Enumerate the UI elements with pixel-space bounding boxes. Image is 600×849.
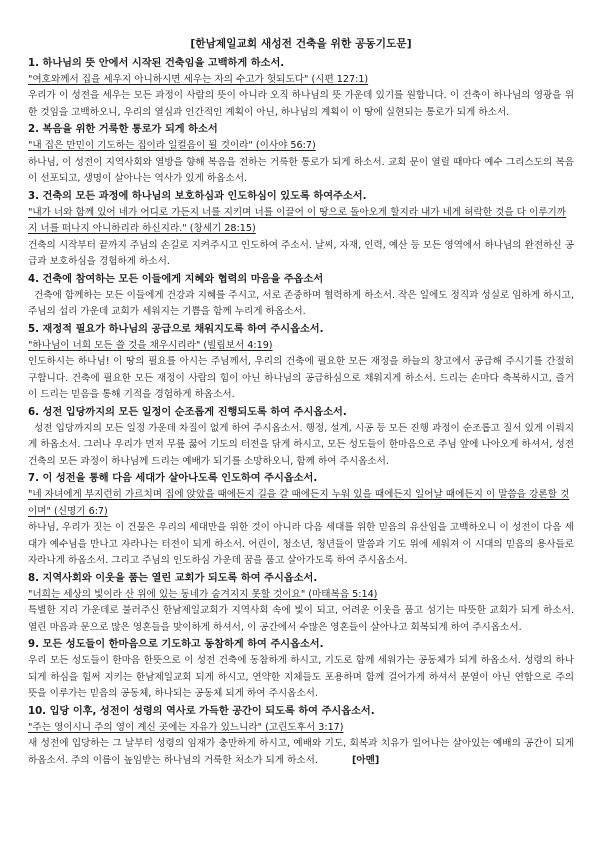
document-title: [한남제일교회 새성전 건축을 위한 공동기도문] (190, 38, 412, 50)
section-body-text: 하나님, 우리가 짓는 이 건물은 우리의 세대만을 위한 것이 아니라 다음 세대를 위한 믿음의 유산임을 고백하오니 이 성전이 다음 세대가 예수님을 만나고 자라나는 터전이 되게 하소서. 어린이, 청소년, 청년들이 말씀과 기도 위에 세워져 이 시대의 믿음의 용사들로 자라나게 하옵소서. 그리고 주님의 인도하심 가운데 꿈을 품고 살아가도록 하여 주시옵소서. (28, 522, 574, 566)
prayer-sections (28, 55, 574, 770)
section-heading: 1. 하나님의 뜻 안에서 시작된 건축임을 고백하게 하소서. (28, 57, 285, 69)
section-heading: 8. 지역사회와 이웃을 품는 열린 교회가 되도록 하여 주시옵소서. (28, 572, 318, 584)
prayer-section (28, 404, 574, 471)
section-body-text: 우리가 이 성전을 세우는 모든 과정이 사람의 뜻이 아니라 오직 하나님의 뜻 가운데 있기를 원합니다. 이 건축이 하나님의 영광을 위한 것임을 고백하오니, 우리의 열심과 인간적인 계획이 아닌, 하나님의 계획이 이 땅에 실현되는 통로가 되게 하소서. (28, 90, 574, 118)
scripture-verse: "내 집은 만민이 기도하는 집이라 일컬음이 될 것이라" (이사야 56:7) (28, 140, 316, 151)
section-heading: 2. 복음을 위한 거룩한 통로가 되게 하소서 (28, 124, 218, 135)
prayer-section (28, 470, 574, 570)
prayer-section (28, 188, 574, 271)
section-heading: 3. 건축의 모든 과정에 하나님의 보호하심과 인도하심이 있도록 하여주소서. (28, 190, 367, 202)
section-body-text: 새 성전에 입당하는 그 날부터 성령의 임재가 충만하게 하시고, 예배와 기도, 회복과 치유가 일어나는 살아있는 예배의 공간이 되게 하옵소서. 주의 이름이 높임받는 하나님의 거룩한 처소가 되게 하소서. (28, 738, 574, 766)
section-body (28, 653, 574, 703)
section-heading: 5. 재정적 필요가 하나님의 공급으로 채워지도록 하여 주시옵소서. (28, 323, 324, 335)
section-body-text: 우리 모든 성도들이 한마음 한뜻으로 이 성전 건축에 동참하게 하시고, 기도로 함께 세워가는 공동체가 되게 하옵소서. 성령의 하나 되게 하심을 힘써 지키는 한남제일교회 되게 하시고, 연약한 지체들도 포용하며 함께 걸어가게 하셔서 분열이 아닌 연합으로 주의 뜻을 이루가는 믿음의 공동체, 하나되는 공동체 되게 하여 주시옵소서. (28, 655, 574, 699)
section-body (28, 421, 574, 471)
amen-closing: [아멘] (352, 754, 380, 766)
section-body (28, 238, 574, 271)
section-heading: 6. 성전 입당까지의 모든 일정이 순조롭게 진행되도록 하여 주시옵소서. (28, 406, 347, 418)
section-body (28, 603, 574, 636)
scripture-verse: "너희는 세상의 빛이라 산 위에 있는 동네가 숨겨지지 못할 것이요" (마태복음 5:14) (28, 588, 378, 600)
section-body (28, 520, 574, 570)
prayer-section (28, 321, 574, 404)
section-body (28, 155, 574, 188)
scripture-verse: "네 자녀에게 부지런히 가르치며 집에 앉았을 때에든지 길을 갈 때에든지 누워 있을 때에든지 일어날 때에든지 이 말씀을 강론할 것이며" (신명기 6:7) (28, 489, 570, 517)
section-body-text: 성전 입당까지의 모든 일정 가운데 차질이 없게 하여 주시옵소서. 행정, 설계, 시공 등 모든 진행 과정이 순조롭고 질서 있게 이뤄지게 하옵소서. 그러나 우리가 먼저 무릎 꿇어 기도의 터전을 닦게 하시고, 모든 성도들이 한마음으로 주님 앞에 나아오게 하셔서, 성전 건축의 모든 과정이 하나님께 드리는 예배가 되기를 소망하오니, 함께 하여 주시옵소서. (28, 422, 574, 467)
section-body-text: 특별한 지리 가운데로 불러주신 한남제일교회가 지역사회 속에 빛이 되고, 어려운 이웃을 품고 섬기는 따뜻한 교회가 되게 하소서. 열린 마음과 문으로 많은 영혼들을 맞이하게 하셔서, 이 공간에서 수많은 영혼들이 살아나고 회복되게 하여 주시옵소서. (28, 605, 574, 633)
section-body (28, 736, 574, 769)
section-body-text: 건축의 시작부터 끝까지 주님의 손길로 지켜주시고 인도하여 주소서. 날씨, 자재, 인력, 예산 등 모든 영역에서 하나님의 완전하신 공급과 보호하심을 경험하게 하소서. (28, 239, 574, 267)
section-heading: 4. 건축에 참여하는 모든 이들에게 지혜와 협력의 마음을 주옵소서 (28, 273, 324, 285)
scripture-verse: "하나님이 너희 모든 쓸 것을 채우시리라" (빌립보서 4:19) (28, 339, 273, 351)
scripture-verse: "주는 영이시니 주의 영이 계신 곳에는 자유가 있느니라" (고린도후서 3:17) (28, 721, 344, 733)
section-heading: 9. 모든 성도들이 한마음으로 기도하고 동참하게 하여 주시옵소서. (28, 639, 324, 650)
prayer-section (28, 271, 574, 321)
section-heading: 7. 이 성전을 통해 다음 세대가 살아나도록 인도하여 주시옵소서. (28, 473, 318, 484)
prayer-section (28, 570, 574, 637)
section-body-text: 하나님, 이 성전이 지역사회와 열방을 향해 복음을 전하는 거룩한 통로가 되게 하소서. 교회 문이 열릴 때마다 예수 그리스도의 복음이 선포되고, 생명이 살아나는 역사가 있게 하옵소서. (28, 156, 574, 184)
scripture-verse: "내가 너와 함께 있어 네가 어디로 가든지 너를 지키며 너를 이끌어 이 땅으로 돌아오게 할지라 내가 네게 허락한 것을 다 이루기까지 너를 떠나지 아니하리라 하신지라." (창세기 28:15) (28, 206, 567, 234)
prayer-section (28, 636, 574, 703)
prayer-section (28, 703, 574, 770)
prayer-section (28, 121, 574, 188)
scripture-verse: "여호와께서 집을 세우지 아니하시면 세우는 자의 수고가 헛되도다" (시편 127:1) (28, 73, 369, 85)
section-body (28, 88, 574, 121)
prayer-section (28, 55, 574, 122)
section-body (28, 354, 574, 404)
section-body (28, 288, 574, 321)
section-body-text: 인도하시는 하나님! 이 땅의 필요를 아시는 주님께서, 우리의 건축에 필요한 모든 재정을 하늘의 창고에서 공급해 주시기를 간절히 구합니다. 건축에 필요한 모든 재정이 사람의 힘이 아닌 하나님의 공급하심으로 채워지게 하소서. 드리는 손마다 축복하시고, 즐거이 드리는 믿음을 통해 기적을 경험하게 하옵소서. (28, 356, 574, 400)
section-body-text: 건축에 함께하는 모든 이들에게 건강과 지혜를 주시고, 서로 존중하며 협력하게 하소서. 작은 일에도 정직과 성실로 임하게 하시고, 주님의 섭리 가운데 교회가 세워지는 기쁨을 함께 누리게 하옵소서. (28, 289, 574, 317)
section-heading: 10. 입당 이후, 성전이 성령의 역사로 가득한 공간이 되도록 하여 주시옵소서. (28, 705, 375, 717)
